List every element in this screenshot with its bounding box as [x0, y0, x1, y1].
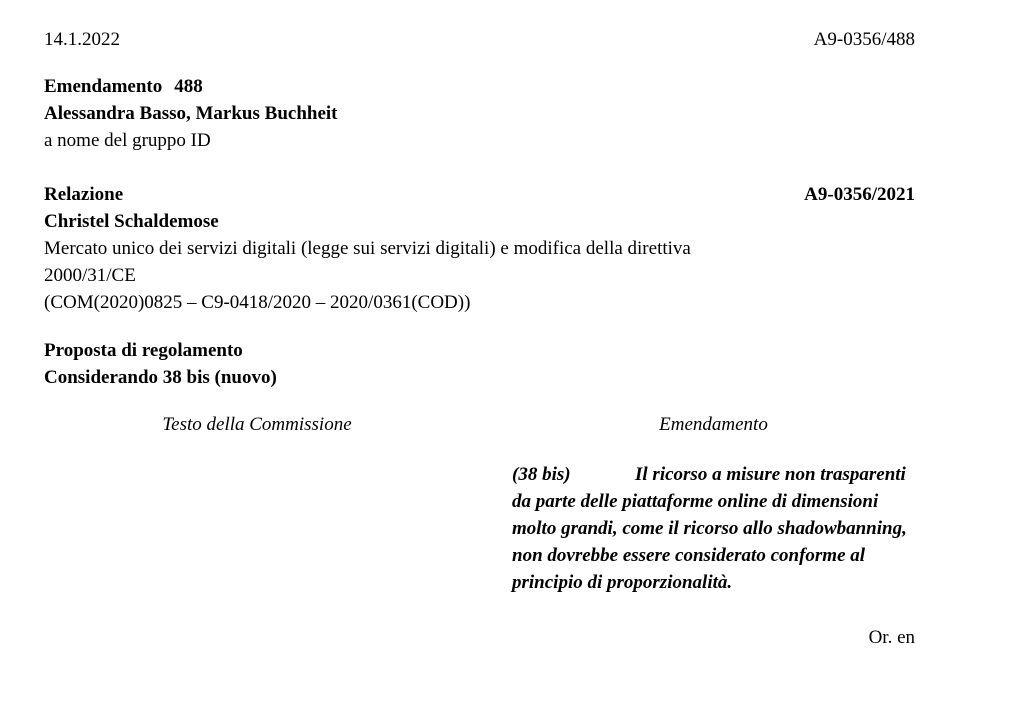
- amendment-label: Emendamento: [44, 76, 163, 97]
- amendment-authors: Alessandra Basso, Markus Buchheit: [44, 103, 338, 124]
- document-date: 14.1.2022: [44, 29, 120, 50]
- report-title-line-2: 2000/31/CE: [44, 265, 136, 286]
- origin-language: Or. en: [868, 627, 915, 648]
- amendment-heading: [44, 73, 915, 154]
- amendment-number: 488: [174, 76, 203, 97]
- amendment-group: a nome del gruppo ID: [44, 130, 211, 151]
- report-ref: A9-0356/2021: [804, 184, 915, 205]
- amendment-number-line: [44, 73, 915, 100]
- document-ref: A9-0356/488: [813, 29, 915, 50]
- report-label: Relazione: [44, 184, 124, 205]
- proposal-type: Proposta di regolamento: [44, 340, 243, 361]
- report-title-line-1: Mercato unico dei servizi digitali (legge sui servizi digitali) e modifica della direttiva: [44, 238, 691, 259]
- recital-number: (38 bis): [512, 464, 571, 485]
- comparison-table-body: [44, 461, 915, 596]
- document-header-row: [44, 26, 915, 53]
- report-block: [44, 181, 915, 316]
- article-ref: Considerando 38 bis (nuovo): [44, 367, 277, 388]
- amendment-text: Il ricorso a misure non trasparenti da parte delle piattaforme online di dimensioni molto grandi, come il ricorso allo shadowbanning, non dovrebbe essere considerato conforme al principio di proporzionalità.: [512, 464, 907, 593]
- subject-block: [44, 337, 915, 391]
- column-header-amendment: Emendamento: [659, 414, 768, 435]
- commission-text-column: [44, 461, 470, 596]
- report-header-row: [44, 181, 915, 208]
- column-header-commission-text: Testo della Commissione: [162, 414, 352, 435]
- rapporteur-name: Christel Schaldemose: [44, 211, 219, 232]
- amendment-text-column: [512, 461, 915, 596]
- procedure-ref: (COM(2020)0825 – C9-0418/2020 – 2020/0361(COD)): [44, 292, 471, 313]
- comparison-table-header: [44, 411, 915, 438]
